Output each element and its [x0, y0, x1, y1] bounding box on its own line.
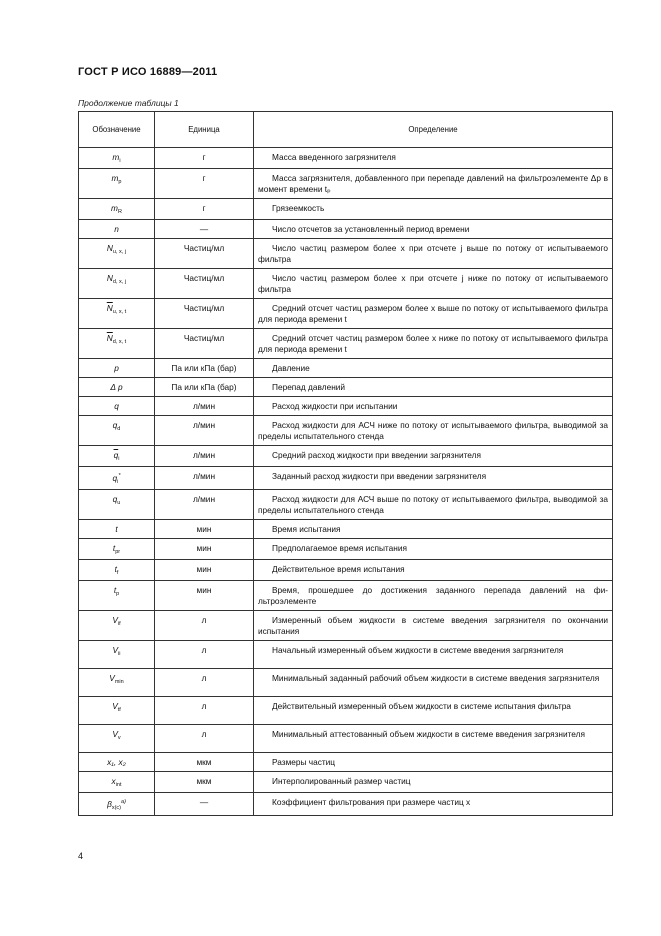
symbol-main: $\overline{N}$ [106, 303, 113, 313]
table-row [79, 640, 613, 668]
table-row [79, 329, 613, 359]
table-row [79, 148, 613, 169]
header-definition: Определение [254, 112, 613, 148]
symbol-main: V [112, 700, 118, 711]
cell-unit: л [155, 668, 254, 696]
table-header-row [79, 112, 613, 148]
cell-definition: Минимальный аттестованный объем жидкости в системе введения загрязнителя [254, 724, 613, 752]
cell-definition: Время, прошедшее до достижения заданного перепада давлений на фильтроэлементе [254, 580, 613, 610]
cell-definition: Грязеемкость [254, 199, 613, 220]
symbol-main: t [113, 584, 117, 595]
cell-symbol [79, 239, 155, 269]
symbol-subscript: R [117, 209, 122, 215]
cell-definition: Предполагаемое время испытания [254, 538, 613, 559]
symbol-subscript: i [117, 478, 119, 485]
cell-symbol [79, 416, 155, 446]
cell-symbol [79, 580, 155, 610]
header-unit: Единица [155, 112, 254, 148]
cell-unit: мин [155, 559, 254, 580]
cell-unit: л [155, 610, 254, 640]
cell-symbol [79, 269, 155, 299]
symbol-main: n [114, 224, 119, 234]
cell-symbol [79, 446, 155, 467]
cell-definition: Заданный расход жидкости при введении загрязнителя [254, 467, 613, 490]
table-row [79, 538, 613, 559]
cell-definition: Размеры частиц [254, 752, 613, 771]
cell-unit: — [155, 220, 254, 239]
cell-symbol [79, 467, 155, 490]
cell-symbol [79, 169, 155, 199]
document-header: ГОСТ Р ИСО 16889—2011 [78, 66, 218, 78]
cell-symbol [79, 299, 155, 329]
symbol-main: $\overline{q}$ [113, 450, 119, 460]
symbol-main: x [111, 775, 116, 786]
cell-unit: л/мин [155, 397, 254, 416]
symbol-subscript: int [115, 781, 122, 788]
cell-symbol [79, 489, 155, 519]
symbol-subscript: v [117, 734, 121, 741]
symbol-main: x₁, x₂ [107, 756, 126, 767]
cell-unit: л/мин [155, 416, 254, 446]
symbol-subscript: i [119, 158, 121, 164]
cell-unit: г [155, 169, 254, 199]
symbol-main: q [114, 401, 119, 411]
cell-unit: л [155, 640, 254, 668]
cell-definition: Расход жидкости для АСЧ ниже по потоку от испытываемого фильтра, выводимой за пределы испытательного стенда [254, 416, 613, 446]
symbol-main: m [112, 152, 120, 162]
cell-symbol [79, 696, 155, 724]
symbols-table [78, 111, 613, 816]
symbol-subscript: d, x, t [112, 339, 127, 345]
table-row [79, 359, 613, 378]
table-row [79, 696, 613, 724]
cell-unit: Частиц/мл [155, 299, 254, 329]
cell-definition: Время испытания [254, 519, 613, 538]
symbol-subscript: u [117, 499, 121, 506]
table-row [79, 792, 613, 815]
symbol-main: q [112, 472, 118, 483]
cell-definition: Средний отсчет частиц размером более x выше по потоку от испытываемого фильтра для периода времени t [254, 299, 613, 329]
symbol-subscript: u, x, j [112, 249, 127, 255]
cell-definition: Действительное время испытания [254, 559, 613, 580]
table-caption: Продолжение таблицы 1 [78, 98, 179, 108]
cell-unit: г [155, 199, 254, 220]
cell-symbol [79, 148, 155, 169]
cell-unit: л/мин [155, 446, 254, 467]
table-row [79, 580, 613, 610]
header-symbol: Обозначение [79, 112, 155, 148]
cell-definition: Средний отсчет частиц размером более x ниже по потоку от испытываемого фильтра для периода времени t [254, 329, 613, 359]
cell-symbol [79, 329, 155, 359]
cell-definition: Средний расход жидкости при введении загрязнителя [254, 446, 613, 467]
cell-symbol [79, 610, 155, 640]
table-row [79, 416, 613, 446]
table-row [79, 489, 613, 519]
cell-definition: Коэффициент фильтрования при размере частиц x [254, 792, 613, 815]
cell-symbol [79, 397, 155, 416]
table-row [79, 220, 613, 239]
cell-definition: Расход жидкости при испытании [254, 397, 613, 416]
cell-unit: Частиц/мл [155, 239, 254, 269]
symbol-main: m [111, 173, 119, 183]
symbol-main: q [112, 420, 118, 430]
cell-unit: — [155, 792, 254, 815]
cell-symbol [79, 199, 155, 220]
symbol-main: V [112, 644, 119, 655]
symbol-superscript: * [118, 473, 121, 479]
symbol-subscript: tf [117, 706, 121, 713]
symbol-subscript: d [117, 426, 121, 432]
cell-symbol [79, 220, 155, 239]
symbol-subscript: min [114, 678, 124, 685]
symbol-subscript: u, x, t [112, 309, 127, 315]
cell-definition: Число частиц размером более x при отсчете j выше по потоку от испытываемого фильтра [254, 239, 613, 269]
cell-unit: мин [155, 580, 254, 610]
cell-unit: Частиц/мл [155, 269, 254, 299]
symbol-subscript: x(c) [111, 804, 122, 811]
cell-symbol [79, 640, 155, 668]
table-row [79, 199, 613, 220]
table-row [79, 668, 613, 696]
symbol-subscript: ii [118, 650, 121, 657]
cell-symbol [79, 668, 155, 696]
cell-unit: Па или кПа (бар) [155, 378, 254, 397]
cell-unit: мин [155, 519, 254, 538]
symbol-main: β [107, 798, 112, 809]
cell-symbol [79, 724, 155, 752]
symbol-main: t [112, 542, 116, 553]
symbol-main: t [115, 523, 118, 534]
cell-unit: Частиц/мл [155, 329, 254, 359]
symbol-main: t [114, 563, 117, 574]
table-row [79, 752, 613, 771]
cell-symbol [79, 378, 155, 397]
cell-unit: л [155, 696, 254, 724]
table-row [79, 446, 613, 467]
cell-definition: Минимальный заданный рабочий объем жидкости в системе введения загрязнителя [254, 668, 613, 696]
cell-unit: мин [155, 538, 254, 559]
symbol-subscript: f [116, 569, 119, 576]
symbol-main: V [112, 614, 118, 625]
symbol-main: V [109, 672, 115, 683]
symbol-main: m [111, 203, 118, 213]
symbol-main: p [114, 363, 119, 373]
table-row [79, 299, 613, 329]
cell-symbol [79, 359, 155, 378]
symbol-subscript: if [117, 620, 121, 627]
symbol-subscript: p [118, 179, 122, 185]
cell-definition: Начальный измеренный объем жидкости в системе введения загрязнителя [254, 640, 613, 668]
table-row [79, 378, 613, 397]
cell-definition: Расход жидкости для АСЧ выше по потоку от испытываемого фильтра, выводимой за пределы испытательного стенда [254, 489, 613, 519]
symbol-main: V [112, 728, 118, 739]
table-row [79, 724, 613, 752]
cell-definition: Масса загрязнителя, добавленного при перепаде давлений на фильтроэлементе Δp в момент времени tₚ [254, 169, 613, 199]
cell-symbol [79, 559, 155, 580]
symbol-main: N [106, 243, 113, 253]
symbol-main: $\overline{N}$ [106, 333, 113, 343]
table-row [79, 610, 613, 640]
page-number: 4 [78, 851, 84, 861]
cell-definition: Давление [254, 359, 613, 378]
cell-definition: Интерполированный размер частиц [254, 771, 613, 792]
cell-definition: Измеренный объем жидкости в системе введения загрязнителя по окончании испытания [254, 610, 613, 640]
cell-unit: мкм [155, 752, 254, 771]
symbol-main: q [112, 493, 118, 504]
table-row [79, 397, 613, 416]
table-row [79, 519, 613, 538]
cell-unit: Па или кПа (бар) [155, 359, 254, 378]
table-row [79, 559, 613, 580]
table-row [79, 239, 613, 269]
table-row [79, 771, 613, 792]
cell-definition: Перепад давлений [254, 378, 613, 397]
symbol-subscript: i [118, 456, 120, 462]
symbol-subscript: p [116, 590, 120, 597]
cell-symbol [79, 771, 155, 792]
cell-unit: л/мин [155, 489, 254, 519]
cell-unit: л/мин [155, 467, 254, 490]
table-row [79, 269, 613, 299]
symbol-superscript: a) [121, 798, 126, 805]
cell-definition: Масса введенного загрязнителя [254, 148, 613, 169]
cell-definition: Действительный измеренный объем жидкости в системе испытания фильтра [254, 696, 613, 724]
cell-definition: Число отсчетов за установленный период времени [254, 220, 613, 239]
symbol-main: N [106, 273, 113, 283]
symbol-main: Δ p [110, 382, 123, 392]
table-row [79, 467, 613, 490]
cell-unit: г [155, 148, 254, 169]
cell-symbol [79, 792, 155, 815]
cell-unit: мкм [155, 771, 254, 792]
cell-symbol [79, 752, 155, 771]
cell-unit: л [155, 724, 254, 752]
table-row [79, 169, 613, 199]
symbol-subscript: pr [115, 548, 121, 555]
cell-definition: Число частиц размером более x при отсчете j ниже по потоку от испытываемого фильтра [254, 269, 613, 299]
symbol-subscript: d, x, j [112, 279, 127, 285]
cell-symbol [79, 519, 155, 538]
cell-symbol [79, 538, 155, 559]
